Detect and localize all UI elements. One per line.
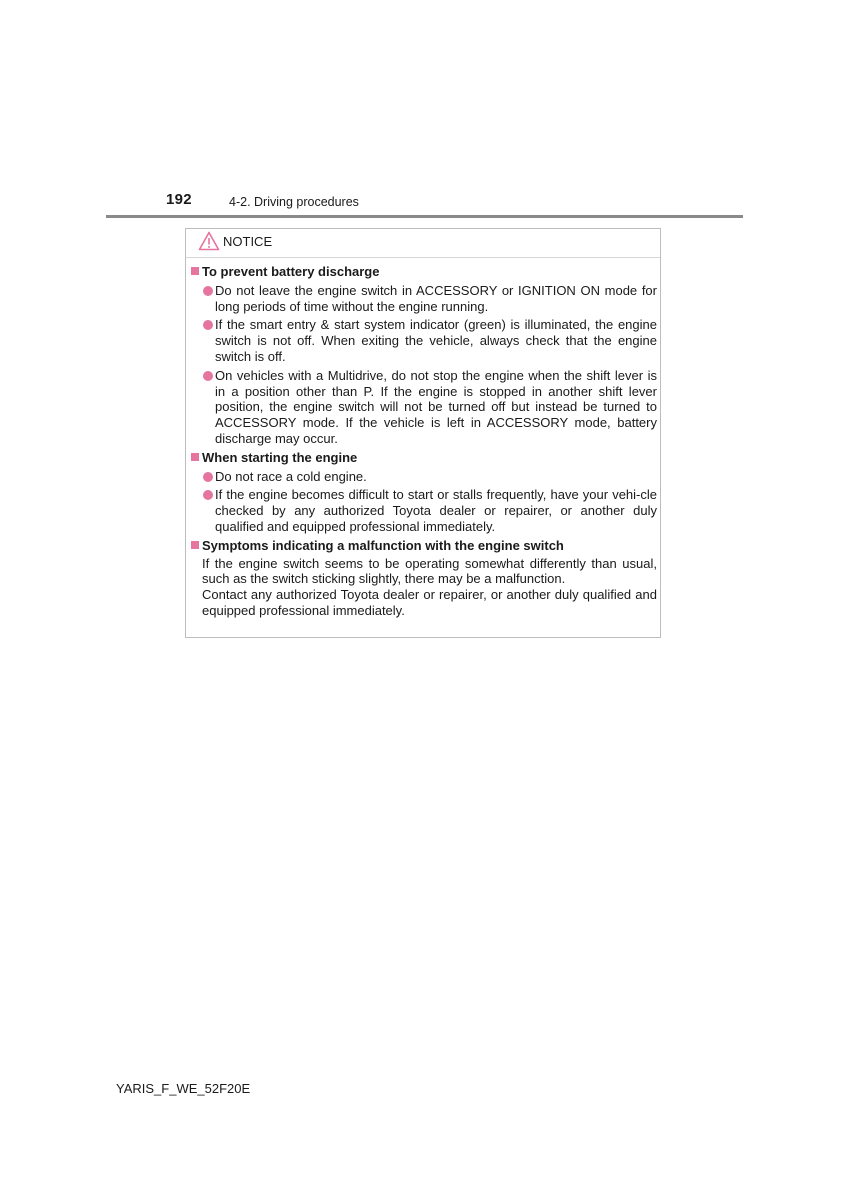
notice-box [185, 228, 661, 638]
square-bullet-icon [191, 267, 199, 275]
paragraph: Contact any authorized Toyota dealer or repairer, or another duly qualified and equipped professional immediately. [202, 587, 657, 618]
circle-bullet-icon [203, 472, 213, 482]
list-item [191, 487, 657, 534]
list-item [191, 368, 657, 447]
section-heading-text: Symptoms indicating a malfunction with the engine switch [202, 537, 564, 553]
section-title: 4-2. Driving procedures [229, 195, 359, 209]
list-item-text: Do not race a cold engine. [215, 468, 367, 484]
section-heading [191, 538, 657, 554]
list-item-text: If the engine becomes difficult to start or stalls frequently, have your vehi-cle checked by any authorized Toyota dealer or repairer, or another duly qualified and equipped professional immediately. [215, 487, 657, 534]
circle-bullet-icon [203, 286, 213, 296]
section-heading [191, 264, 657, 280]
section-heading-text: When starting the engine [202, 449, 358, 465]
page-number: 192 [166, 191, 192, 208]
notice-label: NOTICE [223, 233, 273, 249]
notice-body [191, 264, 657, 619]
warning-triangle-icon [198, 231, 220, 251]
notice-header [198, 229, 272, 253]
circle-bullet-icon [203, 490, 213, 500]
notice-divider [186, 257, 660, 258]
list-item [191, 283, 657, 315]
paragraph: If the engine switch seems to be operating somewhat differently than usual, such as the switch sticking slightly, there may be a malfunction. [202, 555, 657, 587]
document-code: YARIS_F_WE_52F20E [116, 1081, 251, 1096]
section-heading [191, 450, 657, 466]
square-bullet-icon [191, 453, 199, 461]
list-item-text: Do not leave the engine switch in ACCESSORY or IGNITION ON mode for long periods of time without the engine running. [215, 282, 657, 314]
section-heading-text: To prevent battery discharge [202, 264, 380, 279]
square-bullet-icon [191, 541, 199, 549]
list-item [191, 317, 657, 364]
list-item-text: If the smart entry & start system indicator (green) is illuminated, the engine switch is not off. When exiting the vehicle, always check that the engine switch is off. [215, 317, 657, 364]
list-item-text: On vehicles with a Multidrive, do not stop the engine when the shift lever is in a position other than P. If the engine is stopped in another shift lever position, the engine switch will not be turned off but instead be turned to ACCESSORY mode. If the vehicle is left in ACCESSORY mode, battery discharge may occur. [215, 367, 657, 446]
circle-bullet-icon [203, 371, 213, 381]
list-item [191, 469, 657, 485]
circle-bullet-icon [203, 320, 213, 330]
header-rule [106, 215, 743, 218]
